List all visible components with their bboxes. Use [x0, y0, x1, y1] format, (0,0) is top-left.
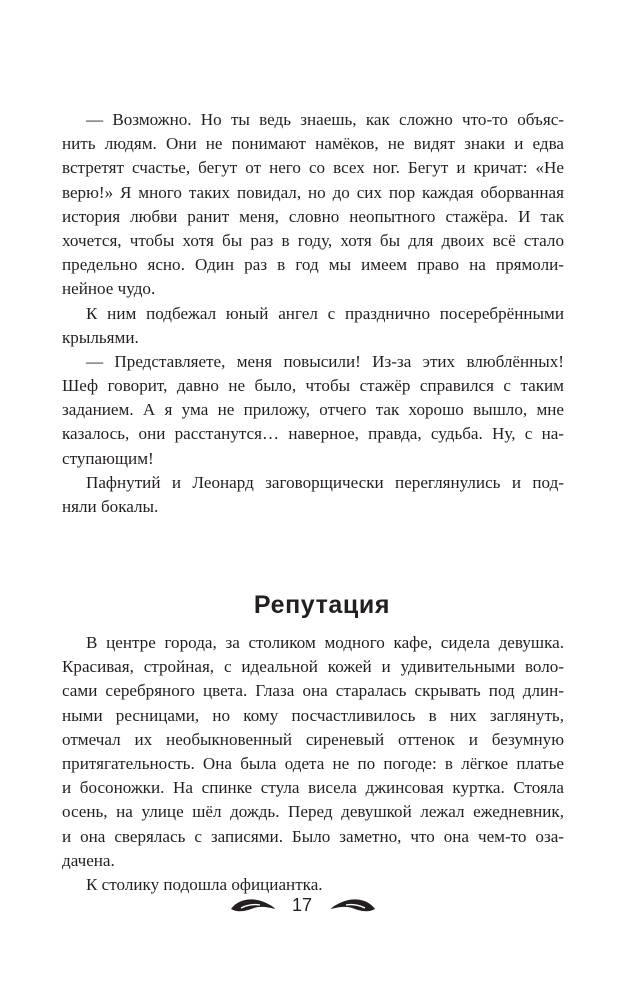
- text-line: верю!» Я много таких повидал, но до сих пор каждая оборванная: [62, 182, 564, 202]
- text-line: К ним подбежал юный ангел с празднично посеребрёнными: [86, 303, 564, 323]
- text-line: Шеф говорит, давно не было, чтобы стажёр справился с таким: [62, 376, 564, 396]
- text-line: К столику подошла официантка.: [86, 874, 323, 894]
- text-line: сами серебряного цвета. Глаза она старалась скрывать под длин-: [62, 681, 564, 701]
- page-number: 17: [291, 895, 313, 915]
- text-line: Пафнутий и Леонард заговорщически переглянулись и под-: [86, 472, 564, 492]
- text-line: и она сверялась с записями. Было заметно, что она чем-то оза-: [62, 826, 564, 846]
- text-line: притягательность. Она была одета не по погоде: в лёгкое платье: [62, 753, 564, 773]
- text-line: ступающим!: [62, 448, 154, 468]
- text-line: няли бокалы.: [62, 497, 159, 516]
- text-line: нить людям. Они не понимают намёков, не видят знаки и едва: [62, 134, 564, 154]
- page-footer: [0, 891, 644, 921]
- text-line: дачена.: [62, 850, 115, 870]
- text-line: заданием. А я ума не приложу, отчего так хорошо вышло, мне: [62, 400, 564, 420]
- text-line: Красивая, стройная, с идеальной кожей и удивительными воло-: [62, 657, 564, 677]
- text-line: крыльями.: [62, 327, 139, 347]
- text-line: казалось, они расстанутся… наверное, правда, судьба. Ну, с на-: [62, 424, 564, 444]
- text-line: встретят счастье, бегут от него со всех ног. Бегут и кричат: «Не: [62, 158, 564, 178]
- text-line: ными ресницами, но кому посчастливилось в них заглянуть,: [62, 705, 564, 725]
- text-line: история любви ранит меня, словно неопытного стажёра. И так: [62, 206, 564, 226]
- text-line: — Представляете, меня повысили! Из-за этих влюблённых!: [86, 351, 564, 371]
- text-line: предельно ясно. Один раз в год мы имеем право на прямоли-: [62, 255, 564, 275]
- text-line: В центре города, за столиком модного кафе, сидела девушка.: [86, 633, 564, 652]
- leaf-flourish-left-icon: [230, 897, 276, 915]
- text-line: и босоножки. На спинке стула висела джинсовая куртка. Стояла: [62, 778, 564, 798]
- text-line: отмечал их необыкновенный сиреневый оттенок и безумную: [62, 729, 564, 749]
- leaf-flourish-right-icon: [330, 897, 376, 915]
- text-line: осень, на улице шёл дождь. Перед девушкой лежал ежедневник,: [62, 802, 564, 822]
- story-ending-text: [62, 108, 564, 519]
- text-line: нейное чудо.: [62, 279, 156, 299]
- chapter-title: Репутация: [253, 591, 391, 619]
- chapter-body-text: [62, 631, 564, 897]
- text-line: — Возможно. Но ты ведь знаешь, как сложно что-то объяс-: [86, 110, 564, 129]
- text-line: хочется, чтобы хотя бы раз в году, хотя бы для двоих всё стало: [62, 230, 564, 250]
